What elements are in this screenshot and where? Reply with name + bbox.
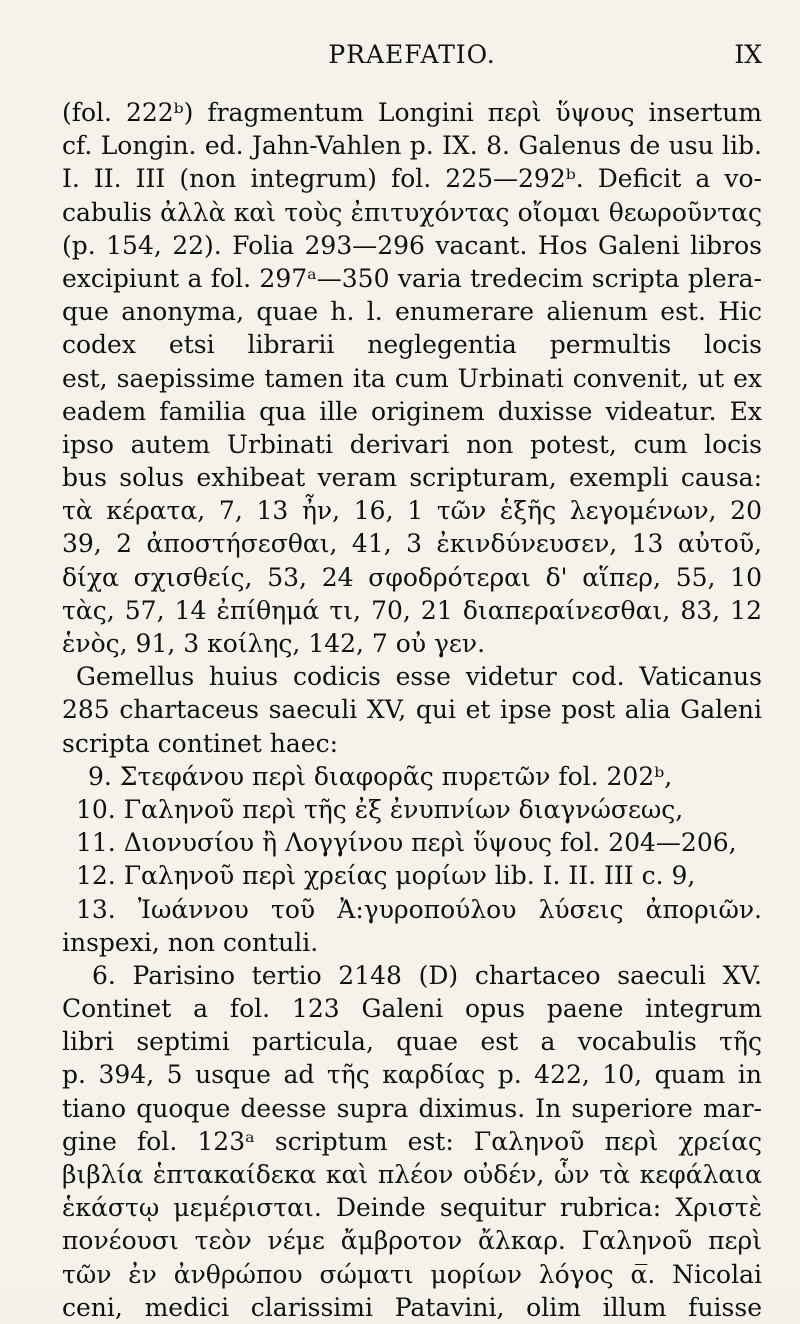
text-line: 6. Parisino tertio 2148 (D) chartaceo saeculi XV. — [92, 960, 762, 990]
text-line: 39, 2 ἀποστήσεσθαι, 41, 3 ἐκινδύνευσεν, 13 αὐτοῦ, — [62, 529, 762, 559]
page-number: IX — [734, 40, 762, 69]
text-line: ἑκάστῳ μεμέρισται. Deinde sequitur rubrica: Χριστὲ — [62, 1193, 762, 1223]
text-line: gine fol. 123ᵃ scriptum est: Γαληνοῦ περὶ χρείας — [62, 1126, 762, 1156]
text-line: τὰ κέρατα, 7, 13 ἦν, 16, 1 τῶν ἑξῆς λεγομένων, 20 — [62, 496, 762, 526]
running-header — [62, 40, 762, 76]
text-line: libri septimi particula, quae est a vocabulis τῆς — [62, 1027, 762, 1057]
text-line: πονέουσι τεὸν νέμε ἄμβροτον ἄλκαρ. Γαληνοῦ περὶ — [62, 1226, 762, 1256]
running-title: PRAEFATIO. — [328, 40, 496, 69]
text-line: ceni, medici clarissimi Patavini, olim illum fuisse — [62, 1292, 762, 1322]
text-line: scripta continet haec: — [62, 728, 338, 758]
text-line: codex etsi librarii neglegentia permultis locis — [62, 330, 762, 360]
list-item: 10. Γαληνοῦ περὶ τῆς ἐξ ἐνυπνίων διαγνώσεως, — [76, 794, 684, 824]
text-line: Continet a fol. 123 Galeni opus paene integrum — [62, 994, 762, 1024]
text-line: βιβλία ἑπτακαίδεκα καὶ πλέον οὐδέν, ὧν τὰ κεφάλαια — [62, 1160, 762, 1189]
text-line: I. II. III (non integrum) fol. 225—292ᵇ. Deficit a vo- — [62, 164, 762, 194]
text-line: 285 chartaceus saeculi XV, qui et ipse post alia Galeni — [62, 695, 762, 725]
body-text — [62, 96, 762, 1324]
list-item: 9. Στεφάνου περὶ διαφορᾶς πυρετῶν fol. 202ᵇ, — [88, 761, 673, 791]
list-item: 12. Γαληνοῦ περὶ χρείας μορίων lib. I. II. III c. 9, — [76, 861, 696, 891]
text-line: ἑνὸς, 91, 3 κοίλης, 142, 7 οὐ γεν. — [62, 629, 486, 658]
text-line: ipso autem Urbinati derivari non potest, cum locis — [62, 429, 762, 459]
text-line: τὰς, 57, 14 ἐπίθημά τι, 70, 21 διαπεραίνεσθαι, 83, 12 — [62, 595, 762, 625]
list-item: 11. Διονυσίου ἢ Λογγίνου περὶ ὕψους fol. 204—206, — [76, 828, 737, 858]
text-line: τῶν ἐν ἀνθρώπου σώματι μορίων λόγος α̅. Nicolai — [62, 1259, 762, 1289]
text-line: est, saepissime tamen ita cum Urbinati convenit, ut ex — [62, 363, 762, 393]
text-line: excipiunt a fol. 297ᵃ—350 varia tredecim scripta plera- — [62, 263, 762, 293]
text-line: p. 394, 5 usque ad τῆς καρδίας p. 422, 10, quam in — [62, 1060, 762, 1090]
text-line: bus solus exhibeat veram scripturam, exempli causa: — [62, 463, 762, 493]
list-item: 13. Ἰωάννου τοῦ Ἀ:γυροπούλου λύσεις ἀποριῶν. — [76, 894, 762, 924]
text-line: eadem familia qua ille originem duxisse videatur. Ex — [62, 396, 762, 426]
text-line: cabulis ἀλλὰ καὶ τοὺς ἐπιτυχόντας οἴομαι θεωροῦντας — [62, 197, 762, 227]
text-line: que anonyma, quae h. l. enumerare alienum est. Hic — [62, 297, 762, 327]
text-line: (p. 154, 22). Folia 293—296 vacant. Hos Galeni libros — [62, 230, 762, 260]
text-line: tiano quoque deesse supra diximus. In superiore mar- — [62, 1093, 762, 1123]
text-line: inspexi, non contuli. — [62, 927, 319, 957]
text-line: cf. Longin. ed. Jahn-Vahlen p. IX. 8. Galenus de usu lib. — [62, 131, 762, 161]
text-line: Gemellus huius codicis esse videtur cod. Vaticanus — [76, 662, 762, 692]
text-line: δίχα σχισθείς, 53, 24 σφοδρότεραι δ' αἵπερ, 55, 10 — [62, 562, 762, 592]
text-line: (fol. 222ᵇ) fragmentum Longini περὶ ὕψους insertum — [62, 98, 762, 127]
